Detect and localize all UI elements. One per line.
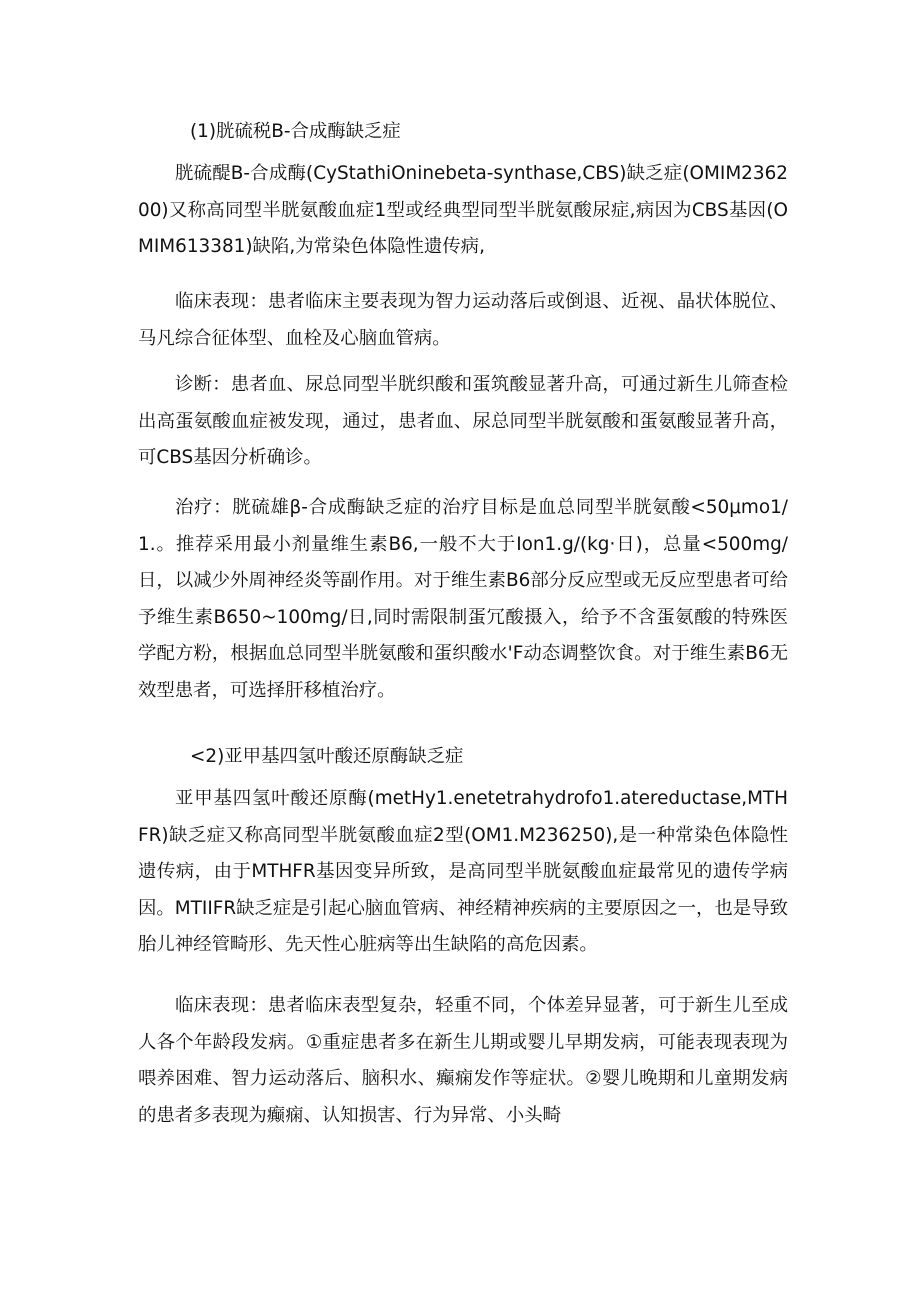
paragraph-cbs-diagnosis: 诊断：患者血、尿总同型半胱织酸和蛋筑酸显著升高，可通过新生儿筛查检出高蛋氨酸血症被发现，通过，患者血、尿总同型半胱氨酸和蛋氨酸显著升高，可CBS基因分析确诊。 [138, 374, 788, 469]
paragraph-cbs-clinical: 临床表现：患者临床主要表现为智力运动落后或倒退、近视、晶状体脱位、马凡综合征体型、血栓及心脑血管病。 [138, 291, 788, 349]
section-heading-mthfr-deficiency: <2)亚甲基四氢叶酸还原酶缺乏症 [190, 746, 464, 767]
paragraph-mthfr-definition: 亚甲基四氢叶酸还原酶(metHy1.enetetrahydrofo1.atereductase,MTHFR)缺乏症又称高同型半胱氨酸血症2型(OM1.M236250),是一种常染色体隐性遗传病，由于MTHFR基因变异所致，是高同型半胱氨酸血症最常见的遗传学病因。MTIIFR缺乏症是引起心脑血管病、神经精神疾病的主要原因之一，也是导致胎儿神经管畸形、先天性心脏病等出生缺陷的高危因素。 [138, 788, 788, 956]
paragraph-cbs-definition: 胱硫醍B-合成酶(CyStathiOninebeta-synthase,CBS)缺乏症(OMIM236200)又称高同型半胱氨酸血症1型或经典型同型半胱氨酸尿症,病因为CBS基因(OMIM613381)缺陷,为常染色体隐性遗传病, [138, 163, 788, 258]
section-heading-cbs-deficiency: (1)胱硫税B-合成酶缺乏症 [190, 121, 401, 142]
paragraph-mthfr-clinical: 临床表现：患者临床表型复杂，轻重不同，个体差异显著，可于新生儿至成人各个年龄段发病。①重症患者多在新生儿期或婴儿早期发病，可能表现表现为喂养困难、智力运动落后、脑积水、癫痫发作等症状。②婴儿晚期和儿童期发病的患者多表现为癫痫、认知损害、行为异常、小头畸 [138, 995, 788, 1126]
paragraph-cbs-treatment: 治疗：胱硫雄β-合成酶缺乏症的治疗目标是血总同型半胱氨酸<50μmo1/1.。推荐采用最小剂量维生素B6,一般不大于Ion1.g/(kg·日)，总量<500mg/日，以减少外周神经炎等副作用。对于维生素B6部分反应型或无反应型患者可给予维生素B650~100mg/日,同时需限制蛋冗酸摄入，给予不含蛋氨酸的特殊医学配方粉，根据血总同型半胱氨酸和蛋织酸水'F动态调整饮食。对于维生素B6无效型患者，可选择肝移植治疗。 [138, 497, 788, 701]
